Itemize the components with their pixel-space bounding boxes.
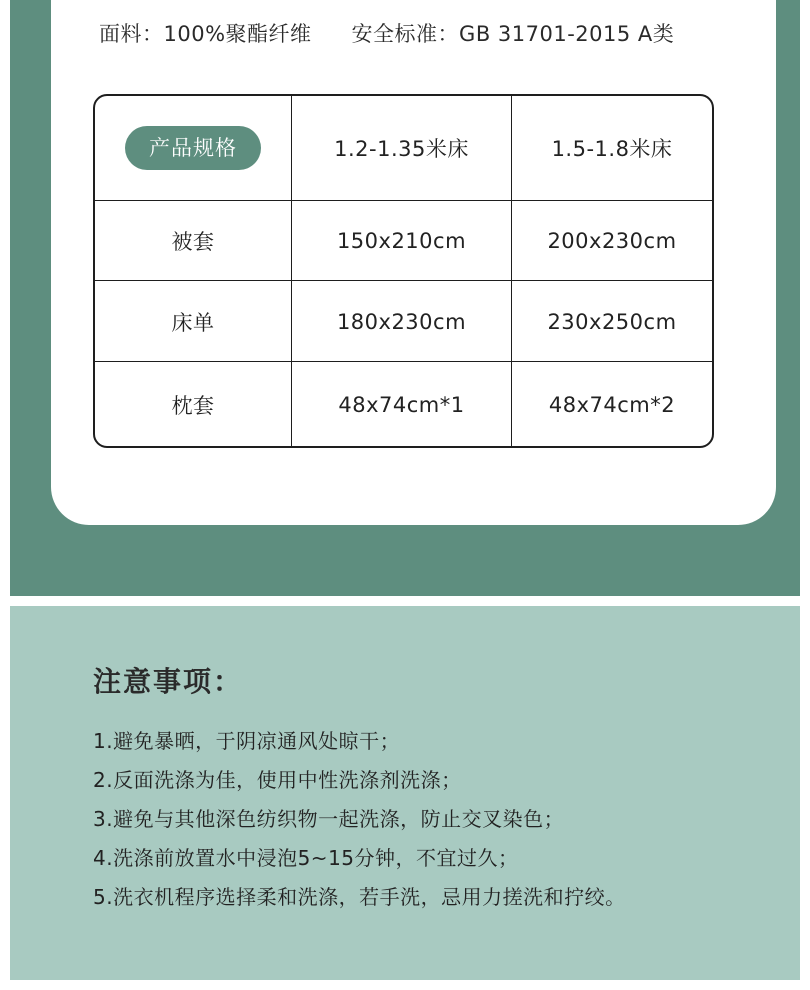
care-notes-list [93,722,626,917]
section-divider [10,596,800,606]
list-item: 2.反面洗涤为佳，使用中性洗涤剂洗涤； [93,768,462,792]
list-item: 1.避免暴晒，于阴凉通风处晾干； [93,729,401,753]
list-item: 3.避免与其他深色纺织物一起洗涤，防止交叉染色； [93,807,565,831]
table-row [95,280,712,362]
column-header-large-bed: 1.5-1.8米床 [511,96,712,200]
table-cell: 48x74cm*2 [511,362,712,447]
safety-standard: 安全标准：GB 31701-2015 A类 [351,22,675,46]
care-instructions-section [10,606,800,980]
table-row [95,200,712,281]
row-item-label: 床单 [171,310,215,335]
row-item-label: 被套 [171,230,215,254]
table-header-row [95,96,712,200]
table-cell: 200x230cm [511,201,712,281]
size-table [93,94,714,448]
list-item: 4.洗涤前放置水中浸泡5~15分钟，不宜过久； [93,846,519,870]
table-cell: 180x230cm [291,281,511,362]
row-item-label: 枕套 [171,393,215,418]
product-spec-badge: 产品规格 [125,126,261,170]
list-item: 5.洗衣机程序选择柔和洗涤，若手洗，忌用力搓洗和拧绞。 [93,885,626,909]
column-header-small-bed: 1.2-1.35米床 [291,96,511,200]
table-row [95,361,712,447]
fabric-spec: 面料：100%聚酯纤维 [99,22,312,46]
notes-title: 注意事项： [93,665,244,698]
table-cell: 230x250cm [511,281,712,362]
table-cell: 150x210cm [291,201,511,281]
material-specs [99,18,674,48]
table-cell: 48x74cm*1 [291,362,511,447]
table-header-cell [95,96,291,200]
